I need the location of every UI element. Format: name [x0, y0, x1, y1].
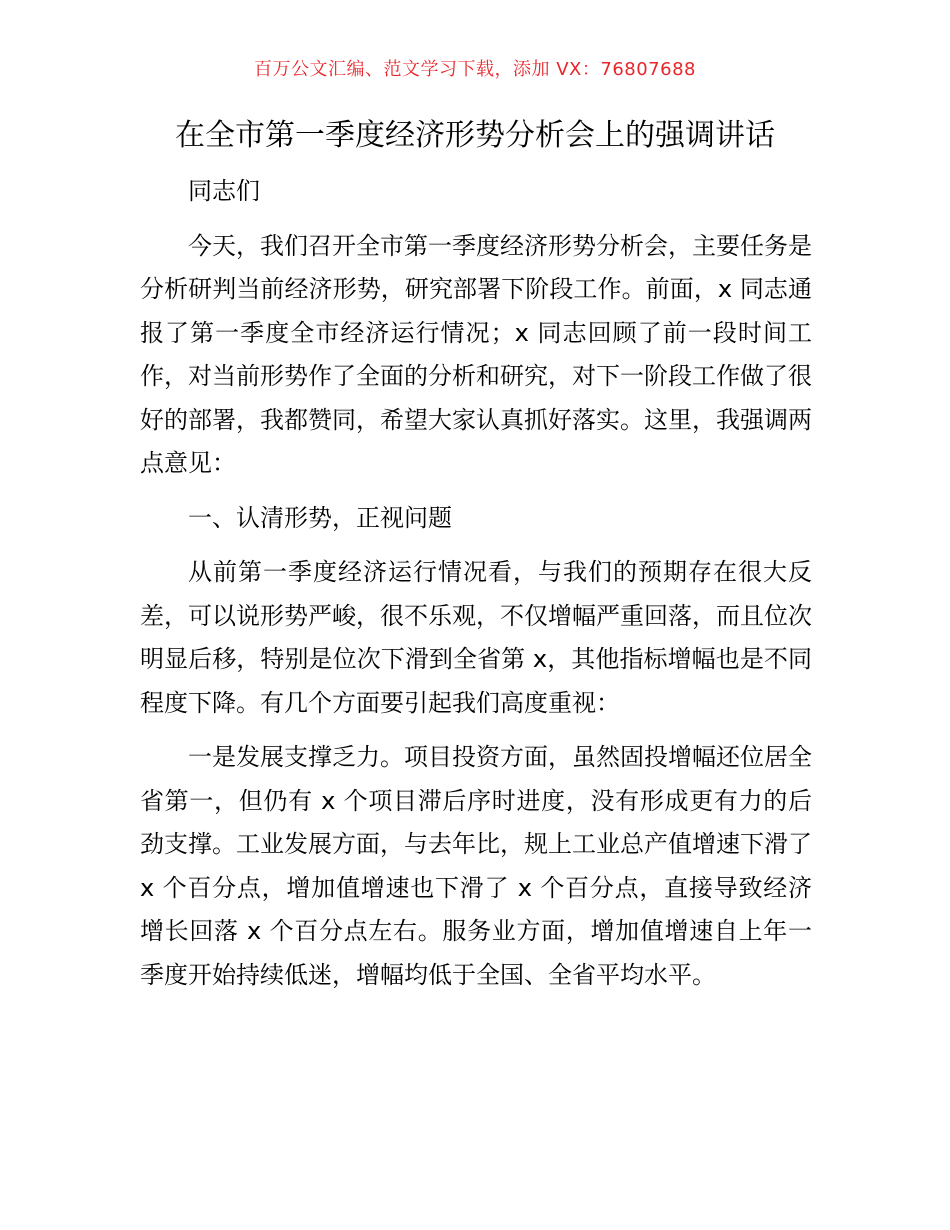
paragraph-support: 一是发展支撑乏力。项目投资方面，虽然固投增幅还位居全省第一，但仍有 x 个项目滞后序时进度，没有形成更有力的后劲支撑。工业发展方面，与去年比，规上工业总产值增速下滑了 x 个百分点，增加值增速也下滑了 x 个百分点，直接导致经济增长回落 x 个百分点左右。服务业方面，增加值增速自上年一季度开始持续低迷，增幅均低于全国、全省平均水平。: [140, 743, 812, 989]
paragraph-situation: 从前第一季度经济运行情况看，与我们的预期存在很大反差，可以说形势严峻，很不乐观，不仅增幅严重回落，而且位次明显后移，特别是位次下滑到全省第 x，其他指标增幅也是不同程度下降。有几个方面要引起我们高度重视：: [140, 558, 812, 717]
paragraph-opening: 今天，我们召开全市第一季度经济形势分析会，主要任务是分析研判当前经济形势，研究部署下阶段工作。前面，x 同志通报了第一季度全市经济运行情况；x 同志回顾了前一段时间工作，对当前形势作了全面的分析和研究，对下一阶段工作做了很好的部署，我都赞同，希望大家认真抓好落实。这里，我强调两点意见：: [140, 231, 812, 477]
document-title: 在全市第一季度经济形势分析会上的强调讲话: [175, 118, 775, 153]
section-heading-1: 一、认清形势，正视问题: [188, 503, 452, 532]
document-body: [140, 170, 812, 1008]
salutation: 同志们: [188, 177, 260, 205]
header-watermark-note: 百万公文汇编、范文学习下载，添加 VX：76807688: [254, 59, 696, 80]
